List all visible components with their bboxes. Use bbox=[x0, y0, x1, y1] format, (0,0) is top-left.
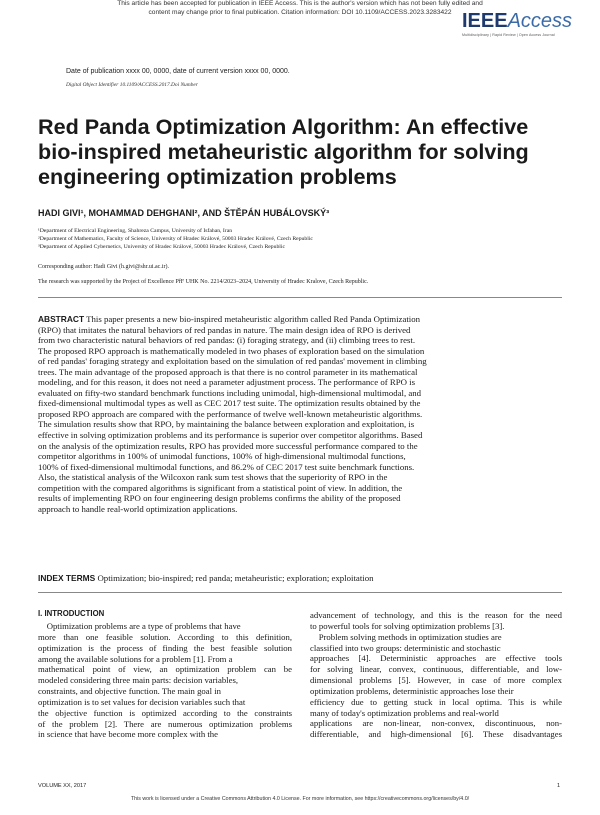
text-line: applications are non-linear, non-convex, discontinuous, non- bbox=[310, 718, 562, 729]
text-line: classified into two groups: deterministic and stochastic bbox=[310, 642, 501, 653]
text-line: for solving linear, convex, continuous, differentiable, and low- bbox=[310, 664, 562, 675]
text-line: optimization is the process of finding the best feasible solution bbox=[38, 642, 292, 653]
text-line: The simulation results show that RPO, by maintaining the balance between exploration and exploitation, is bbox=[38, 419, 415, 430]
abstract-line bbox=[38, 314, 562, 325]
body-column-left bbox=[38, 621, 292, 740]
text-line: more than one feasible solution. According to this definition, bbox=[38, 631, 292, 642]
index-terms-text: Optimization; bio-inspired; red panda; metaheuristic; exploration; exploitation bbox=[95, 573, 374, 583]
page-number: 1 bbox=[557, 783, 561, 789]
text-line: modeled considering three main parts: decision variables, bbox=[38, 675, 238, 686]
funding-statement: The research was supported by the Project of Excellence PřF UHK No. 2214/2023–2024, University of Hradec Kralove, Czech Republic. bbox=[38, 279, 369, 285]
title-line: engineering optimization problems bbox=[38, 164, 397, 189]
text-line: advancement of technology, and this is the reason for the need bbox=[310, 610, 562, 620]
text-line: Also, the statistical analysis of the Wilcoxon rank sum test shows that the superiority of RPO in the bbox=[38, 472, 388, 483]
affiliation: ³Department of Applied Cybernetics, University of Hradec Králové, 50003 Hradec Králové, Czech Republic bbox=[38, 243, 285, 250]
text-line: of the problem [2]. There are numerous optimization problems bbox=[38, 718, 292, 729]
text-line: results of implementing RPO on four engineering design problems confirms the ability of the proposed bbox=[38, 493, 401, 504]
abstract-body bbox=[38, 325, 562, 515]
abstract bbox=[38, 314, 562, 514]
body-column-right bbox=[310, 610, 562, 740]
text-line: Problem solving methods in optimization studies are bbox=[310, 631, 502, 642]
text-line: among the available solutions for a problem [1]. From a bbox=[38, 653, 233, 664]
text-line: dimensional problems [5]. However, in case of more complex bbox=[310, 675, 562, 686]
text-line: trees. The main advantage of the proposed approach is that there is no control parameter in its mathematical bbox=[38, 366, 418, 377]
text-line: optimization is to set values for decision variables such that bbox=[38, 696, 246, 707]
index-terms-label: INDEX TERMS bbox=[38, 573, 96, 583]
abstract-first-line: This paper presents a new bio-inspired metaheuristic algorithm called Red Panda Optimization bbox=[84, 314, 421, 324]
affiliation: ²Department of Mathematics, Faculty of Science, University of Hradec Králové, 50003 Hradec Králové, Czech Republic bbox=[38, 235, 313, 242]
text-line: approaches [4]. Deterministic approaches are effective tools bbox=[310, 653, 562, 664]
affiliations bbox=[38, 228, 313, 251]
text-line: efficiency due to getting stuck in local optima. This is while bbox=[310, 696, 562, 707]
logo-ieee: IEEE bbox=[462, 10, 508, 32]
divider bbox=[38, 297, 562, 298]
text-line: effective in solving optimization problems and its performance is superior over competitor algorithms. Based bbox=[38, 430, 423, 441]
ieee-access-logo bbox=[462, 10, 588, 37]
license-notice: This work is licensed under a Creative Commons Attribution 4.0 License. For more information, see https://creativecommons.org/licenses/by/4.0/ bbox=[130, 796, 470, 802]
text-line: 100% of fixed-dimensional multimodal functions, and 86.2% of CEC 2017 test suite benchmark functions. bbox=[38, 461, 415, 472]
logo-access: Access bbox=[507, 10, 573, 32]
notice-line-1: This article has been accepted for publication in IEEE Access. This is the author's version which has not been fully edited and bbox=[117, 0, 483, 7]
text-line: many of today's optimization problems and real-world bbox=[310, 707, 499, 718]
text-line: Optimization problems are a type of problems that have bbox=[38, 621, 241, 631]
title-line: bio-inspired metaheuristic algorithm for solving bbox=[38, 139, 529, 164]
text-line: the objective function is optimized according to the constraints bbox=[38, 707, 292, 718]
text-line: to powerful tools for solving optimization problems [3]. bbox=[310, 620, 505, 631]
text-line: The proposed RPO approach is mathematically modeled in two phases of exploration based on the simulation bbox=[38, 345, 425, 356]
text-line: modeling, and for this reason, it does not need a parameter adjustment process. The performance of RPO is bbox=[38, 377, 416, 388]
text-line: (RPO) that imitates the natural behaviors of red pandas in nature. The main design idea of RPO is derived bbox=[38, 324, 411, 335]
text-line: approach to handle real-world optimization applications. bbox=[38, 503, 238, 514]
affiliation: ¹Department of Electrical Engineering, Shahreza Campus, University of Isfahan, Iran bbox=[38, 228, 233, 234]
doi-line: Digital Object Identifier 10.1109/ACCESS.2017.Doi Number bbox=[66, 82, 198, 88]
text-line: of red pandas' foraging strategy and exploitation based on the simulation of red pandas' movement in climbing bbox=[38, 356, 427, 367]
volume-label: VOLUME XX, 2017 bbox=[38, 783, 87, 789]
author-list: HADI GIVI¹, MOHAMMAD DEHGHANI², AND ŠTĚPÁN HUBÁLOVSKÝ³ bbox=[38, 208, 330, 218]
notice-line-2: content may change prior to final publication. Citation information: DOI 10.1109/ACCESS.2023.3283422 bbox=[148, 8, 452, 16]
title-line: Red Panda Optimization Algorithm: An effective bbox=[38, 114, 529, 139]
abstract-label: ABSTRACT bbox=[38, 314, 85, 324]
divider bbox=[38, 592, 562, 593]
text-line: fixed-dimensional multimodal types as well as CEC 2017 test suite. The optimization results obtained by the bbox=[38, 398, 421, 409]
text-line: in science that have become more complex with the bbox=[38, 729, 218, 740]
text-line: competitor algorithms in 100% of unimodal functions, 100% of high-dimensional multimodal functions, bbox=[38, 451, 406, 462]
logo-tagline: Multidisciplinary | Rapid Review | Open Access Journal bbox=[462, 33, 555, 37]
section-heading: I. INTRODUCTION bbox=[38, 609, 105, 618]
text-line: competition with the compared algorithms is significant from a statistical point of view. In addition, the bbox=[38, 482, 403, 493]
logo-wordmark bbox=[462, 10, 588, 32]
text-line: evaluated on fifty-two standard benchmark functions including unimodal, high-dimensional multimodal, and bbox=[38, 387, 422, 398]
corresponding-author: Corresponding author: Hadi Givi (h.givi@shr.ui.ac.ir). bbox=[38, 264, 170, 270]
index-terms bbox=[38, 573, 374, 583]
paper-title bbox=[38, 114, 578, 189]
text-line: on the analysis of the optimization results, RPO has provided more successful performance compared to the bbox=[38, 440, 418, 451]
text-line: proposed RPO approach are compared with the performance of twelve well-known metaheuristic algorithms. bbox=[38, 408, 423, 419]
text-line: differentiable, and high-dimensional [6]. These disadvantages bbox=[310, 729, 562, 740]
publication-date: Date of publication xxxx 00, 0000, date of current version xxxx 00, 0000. bbox=[66, 68, 290, 75]
text-line: optimization problems, deterministic approaches lose their bbox=[310, 685, 514, 696]
text-line: mathematical point of view, an optimization problem can be bbox=[38, 664, 292, 675]
text-line: constraints, and objective function. The main goal in bbox=[38, 686, 221, 697]
text-line: from two characteristic natural behaviors of red pandas: (i) foraging strategy, and (ii) climbing trees to rest. bbox=[38, 335, 416, 346]
